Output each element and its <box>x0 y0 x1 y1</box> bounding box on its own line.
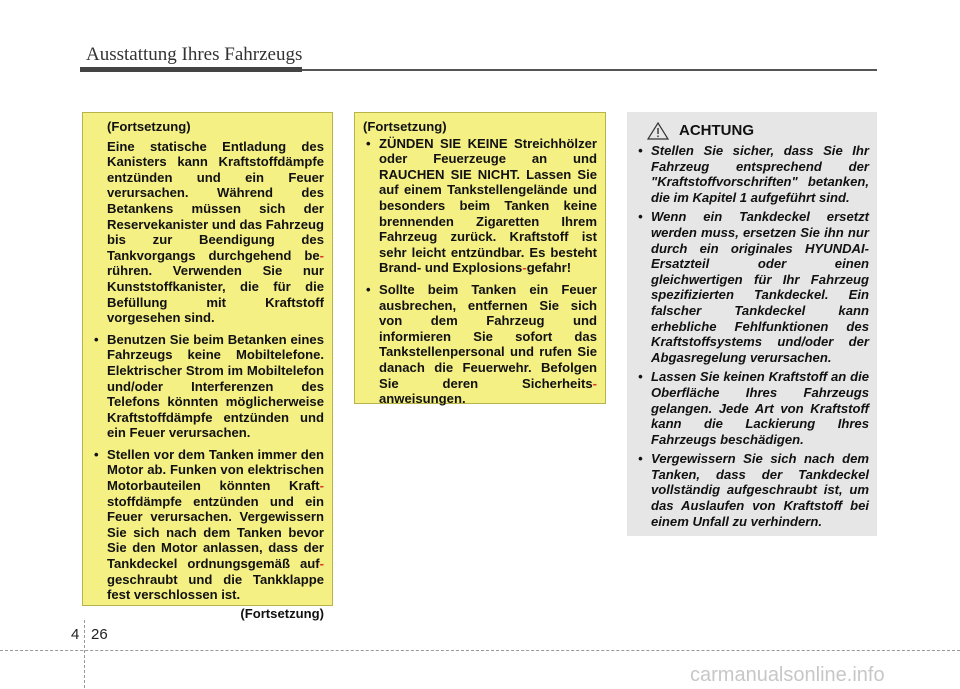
warning-triangle-icon <box>647 122 669 140</box>
caution-box-2 <box>354 112 606 407</box>
text-run: Eine statische Entladung des Kanisters kann Kraftstoffdämpfe entzünden und ein Feuer verursachen. Während des Betankens müssen sich der Reservekanister und das Fahrzeug bis zur Beendigung des Tankvorgangs durchgehend be <box>107 138 324 263</box>
text-run: Stellen Sie sicher, dass Sie Ihr Fahrzeug entsprechend der "Kraftstoffvorschriften" betanken, die im Kapitel 1 aufgeführt sind. <box>651 143 869 205</box>
text-run: rühren. Verwenden Sie nur Kunststoffkanister, die für die Befüllung mit Kraftstoff vorgesehen sind. <box>107 263 324 326</box>
list-item: • Lassen Sie keinen Kraftstoff an die Oberfläche Ihres Fahrzeugs gelangen. Jede Art von Kraftstoff kann die Lackierung Ihres Fahrzeugs beschädigen. <box>638 369 869 447</box>
hyphen-mark: - <box>319 478 324 494</box>
continued-bottom-label: (Fortsetzung) <box>240 605 324 621</box>
footer-divider-vertical <box>84 620 85 688</box>
footer-divider-horizontal <box>0 650 960 651</box>
text-run: stoffdämpfe entzünden und ein Feuer verursachen. Vergewissern Sie sich nach dem Tanken bevor Sie den Motor anlassen, dass der Tankdeckel ordnungsgemäß auf <box>107 493 324 572</box>
hyphen-mark: - <box>319 247 324 263</box>
text-run: Vergewissern Sie sich nach dem Tanken, dass der Tankdeckel vollständig aufgeschraubt ist, um das Auslaufen von Kraftstoff bei einem Unfall zu verhindern. <box>651 451 869 529</box>
text-run: Benutzen Sie beim Betanken eines Fahrzeugs keine Mobiltelefone. Elektrischer Strom im Mobiltelefon und/oder Interferenzen des Telefons könnten möglicherweise Kraftstoffdämpfe entzünden und ein Feuer verursachen. <box>107 331 324 441</box>
watermark: carmanualsonline.info <box>690 664 885 686</box>
static-discharge-paragraph <box>107 139 324 326</box>
text-run: ZÜNDEN SIE KEINE Streichhölzer oder Feuerzeuge an und RAUCHEN SIE NICHT. Lassen Sie auf einem Tankstellengelände und besonders beim Tanken keine brennenden Zigaretten Ihrem Fahrzeug zurück. Kraftstoff ist sehr leicht entzündbar. Es besteht Brand- und Explosions <box>379 135 597 276</box>
warning-heading-text: ACHTUNG <box>679 122 754 140</box>
list-item: • Stellen Sie sicher, dass Sie Ihr Fahrzeug entsprechend der "Kraftstoffvorschriften" betanken, die im Kapitel 1 aufgeführt sind. <box>638 143 869 205</box>
text-run: geschraubt und die Tankklappe fest verschlossen ist. <box>107 571 324 603</box>
text-run: Stellen vor dem Tanken immer den Motor ab. Funken von elektrischen Motorbauteilen könnten Kraft <box>107 446 324 494</box>
list-item: • ZÜNDEN SIE KEINE Streichhölzer oder Feuerzeuge an und RAUCHEN SIE NICHT. Lassen Sie auf einem Tankstellengelände und besonders beim Tanken keine brennenden Zigaretten Ihrem Fahrzeug zurück. Kraftstoff ist sehr leicht entzündbar. Es besteht Brand- und Explosions-gefahr! <box>366 135 597 276</box>
text-run: Sollte beim Tanken ein Feuer ausbrechen, entfernen Sie sich von dem Fahrzeug und informieren Sie sofort das Tankstellenpersonal und rufen Sie danach die Feuerwehr. Befolgen Sie deren Sicherheits <box>379 281 597 391</box>
page-header-title: Ausstattung Ihres Fahrzeugs <box>86 44 303 65</box>
text-run: Lassen Sie keinen Kraftstoff an die Oberfläche Ihres Fahrzeugs gelangen. Jede Art von Kraftstoff kann die Lackierung Ihres Fahrzeugs beschädigen. <box>651 369 869 447</box>
header-rule-thin <box>302 69 877 71</box>
list-item: • Sollte beim Tanken ein Feuer ausbrechen, entfernen Sie sich von dem Fahrzeug und informieren Sie sofort das Tankstellenpersonal und rufen Sie danach die Feuerwehr. Befolgen Sie deren Sicherheits-anweisungen. <box>366 281 597 407</box>
text-run: Wenn ein Tankdeckel ersetzt werden muss, ersetzen Sie ihn nur durch ein originales HYUNDAI-Ersatzteil oder einen gleichwertigen für Ihr Fahrzeug spezifizierten Tankdeckel. Ein falscher Tankdeckel kann erhebliche Fehlfunktionen des Kraftstoffsystems und/oder der Abgasregelung verursachen. <box>651 209 869 365</box>
list-item: • Vergewissern Sie sich nach dem Tanken, dass der Tankdeckel vollständig aufgeschraubt ist, um das Auslaufen von Kraftstoff bei einem Unfall zu verhindern. <box>638 451 869 529</box>
continued-top-label: (Fortsetzung) <box>107 119 191 134</box>
hyphen-mark: - <box>319 556 324 572</box>
caution-box-1 <box>82 112 333 621</box>
section-number: 4 <box>71 626 80 643</box>
header-rule-thick <box>80 67 302 72</box>
warning-box <box>627 112 877 536</box>
hyphen-mark: - <box>522 260 527 276</box>
warning-heading <box>647 122 869 140</box>
text-run: gefahr! <box>526 260 572 276</box>
text-run: anweisungen. <box>379 391 466 407</box>
list-item: • Stellen vor dem Tanken immer den Motor ab. Funken von elektrischen Motorbauteilen könnten Kraft-stoffdämpfe entzünden und ein Feuer verursachen. Vergewissern Sie sich nach dem Tanken bevor Sie den Motor anlassen, dass der Tankdeckel ordnungsgemäß auf-geschraubt und die Tankklappe fest verschlossen ist. <box>94 446 324 603</box>
continued-top-label: (Fortsetzung) <box>363 119 447 134</box>
list-item: • Wenn ein Tankdeckel ersetzt werden muss, ersetzen Sie ihn nur durch ein originales HYUNDAI-Ersatzteil oder einen gleichwertigen für Ihr Fahrzeug spezifizierten Tankdeckel. Ein falscher Tankdeckel kann erhebliche Fehlfunktionen des Kraftstoffsystems und/oder der Abgasregelung verursachen. <box>638 209 869 365</box>
page-number: 26 <box>91 626 108 643</box>
list-item: • Benutzen Sie beim Betanken eines Fahrzeugs keine Mobiltelefone. Elektrischer Strom im Mobiltelefon und/oder Interferenzen des Telefons könnten möglicherweise Kraftstoffdämpfe entzünden und ein Feuer verursachen. <box>94 331 324 441</box>
hyphen-mark: - <box>592 375 597 391</box>
